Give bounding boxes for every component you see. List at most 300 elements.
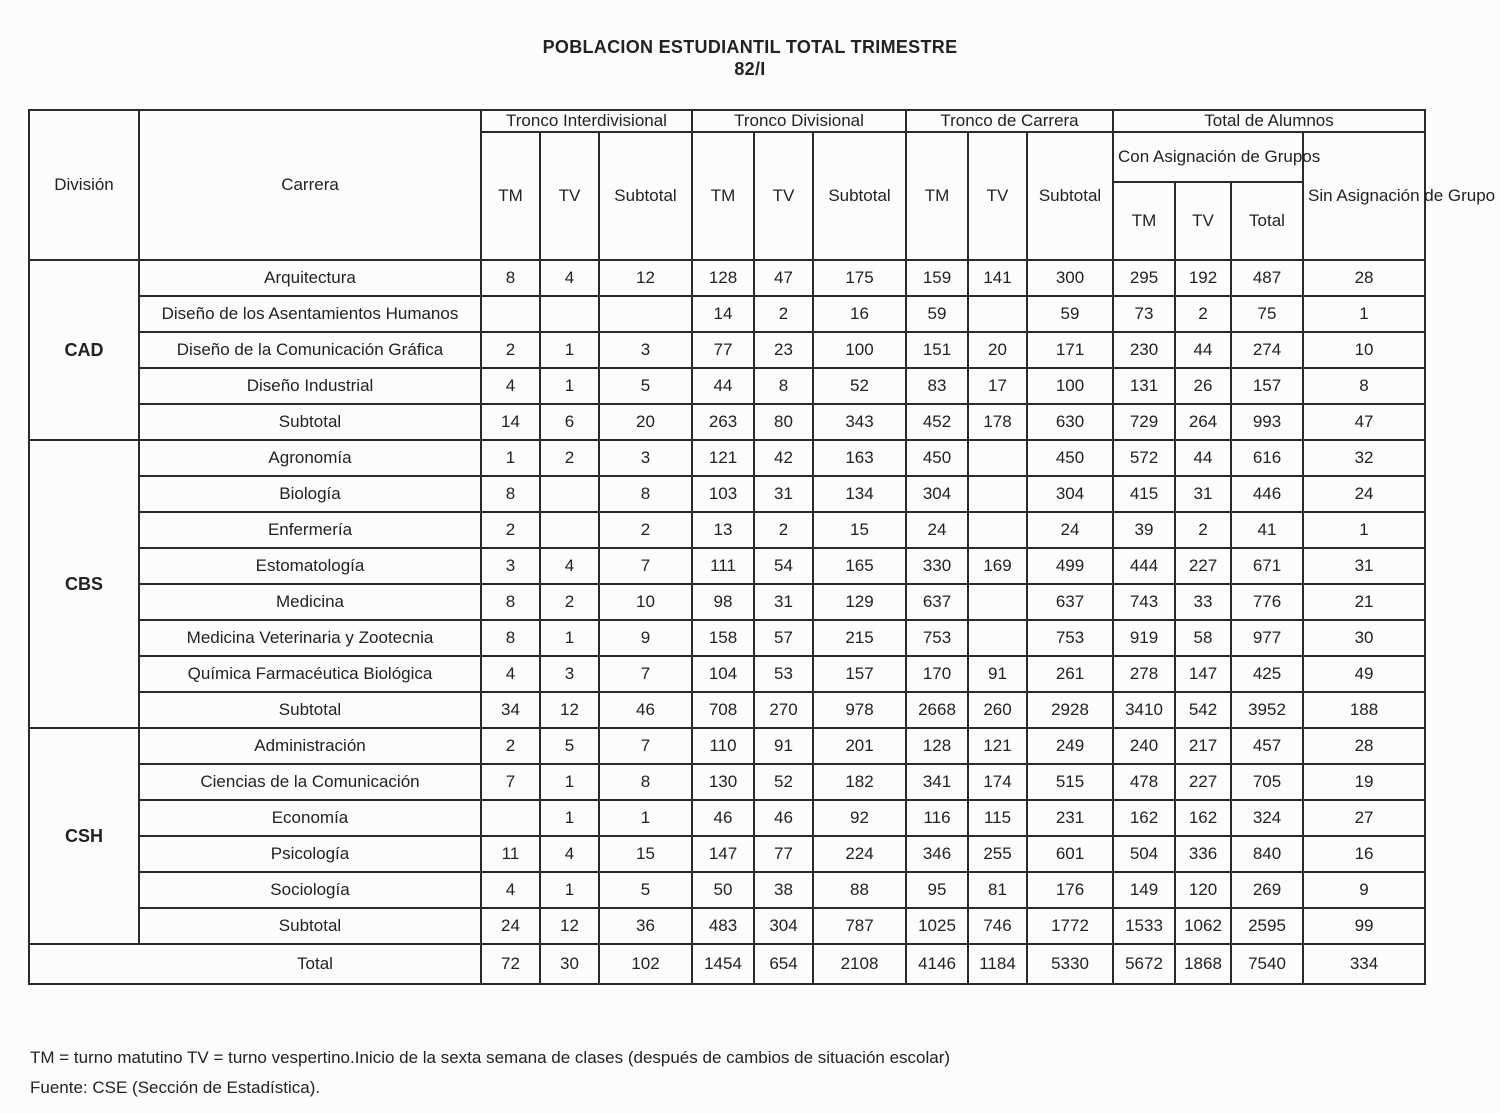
value-cell: 31	[754, 584, 813, 620]
carrera-cell: Diseño Industrial	[139, 368, 481, 404]
header-ta-tv: TV	[1175, 182, 1231, 260]
value-cell: 26	[1175, 368, 1231, 404]
value-cell: 100	[813, 332, 906, 368]
value-cell: 12	[599, 260, 692, 296]
value-cell: 2	[1175, 296, 1231, 332]
value-cell: 121	[692, 440, 754, 476]
value-cell: 141	[968, 260, 1027, 296]
header-tronco-divisional: Tronco Divisional	[692, 110, 906, 132]
value-cell: 151	[906, 332, 968, 368]
carrera-cell: Química Farmacéutica Biológica	[139, 656, 481, 692]
value-cell: 77	[692, 332, 754, 368]
value-cell: 174	[968, 764, 1027, 800]
value-cell: 162	[1175, 800, 1231, 836]
value-cell: 59	[1027, 296, 1113, 332]
value-cell: 743	[1113, 584, 1175, 620]
value-cell: 38	[754, 872, 813, 908]
value-cell: 1025	[906, 908, 968, 944]
value-cell: 300	[1027, 260, 1113, 296]
value-cell: 450	[1027, 440, 1113, 476]
header-ta-total: Total	[1231, 182, 1303, 260]
value-cell: 8	[481, 584, 540, 620]
value-cell: 73	[1113, 296, 1175, 332]
value-cell	[968, 620, 1027, 656]
table-row	[29, 872, 1425, 908]
value-cell: 8	[481, 620, 540, 656]
value-cell: 162	[1113, 800, 1175, 836]
value-cell: 34	[481, 692, 540, 728]
value-cell	[968, 476, 1027, 512]
value-cell: 450	[906, 440, 968, 476]
header-ti-subtotal: Subtotal	[599, 132, 692, 260]
value-cell: 249	[1027, 728, 1113, 764]
value-cell: 269	[1231, 872, 1303, 908]
header-division: División	[29, 110, 139, 260]
value-cell: 5	[599, 368, 692, 404]
division-cell: CAD	[29, 260, 139, 440]
header-ti-tv: TV	[540, 132, 599, 260]
value-cell: 178	[968, 404, 1027, 440]
value-cell: 261	[1027, 656, 1113, 692]
value-cell: 2	[1175, 512, 1231, 548]
value-cell: 47	[1303, 404, 1425, 440]
value-cell: 41	[1231, 512, 1303, 548]
value-cell: 2595	[1231, 908, 1303, 944]
value-cell: 36	[599, 908, 692, 944]
value-cell: 4	[540, 836, 599, 872]
value-cell: 27	[1303, 800, 1425, 836]
value-cell: 31	[1303, 548, 1425, 584]
value-cell: 21	[1303, 584, 1425, 620]
value-cell: 46	[754, 800, 813, 836]
table-row	[29, 548, 1425, 584]
value-cell: 304	[906, 476, 968, 512]
division-cell: CSH	[29, 728, 139, 944]
value-cell: 1	[540, 872, 599, 908]
value-cell: 28	[1303, 728, 1425, 764]
value-cell: 44	[1175, 440, 1231, 476]
value-cell: 75	[1231, 296, 1303, 332]
value-cell: 77	[754, 836, 813, 872]
value-cell: 182	[813, 764, 906, 800]
value-cell: 14	[481, 404, 540, 440]
value-cell: 100	[1027, 368, 1113, 404]
value-cell: 4	[481, 872, 540, 908]
value-cell: 630	[1027, 404, 1113, 440]
value-cell: 92	[813, 800, 906, 836]
value-cell: 1	[1303, 296, 1425, 332]
subtotal-row	[29, 692, 1425, 728]
carrera-cell: Subtotal	[139, 692, 481, 728]
value-cell: 304	[1027, 476, 1113, 512]
value-cell: 176	[1027, 872, 1113, 908]
value-cell: 487	[1231, 260, 1303, 296]
value-cell: 4	[481, 368, 540, 404]
header-ta-tm: TM	[1113, 182, 1175, 260]
table-header	[29, 110, 1496, 260]
value-cell: 9	[1303, 872, 1425, 908]
value-cell: 1	[540, 620, 599, 656]
value-cell: 54	[754, 548, 813, 584]
header-con-asignacion: Con Asignación de Grupos	[1113, 132, 1303, 182]
footer-legend: TM = turno matutino TV = turno vespertino.Inicio de la sexta semana de clases (después de cambios de situación escolar)	[30, 1048, 951, 1067]
value-cell: 729	[1113, 404, 1175, 440]
value-cell: 104	[692, 656, 754, 692]
value-cell	[481, 800, 540, 836]
carrera-cell: Arquitectura	[139, 260, 481, 296]
value-cell: 7	[599, 548, 692, 584]
value-cell: 264	[1175, 404, 1231, 440]
value-cell: 31	[754, 476, 813, 512]
carrera-cell: Administración	[139, 728, 481, 764]
value-cell: 227	[1175, 764, 1231, 800]
value-cell: 121	[968, 728, 1027, 764]
header-ti-tm: TM	[481, 132, 540, 260]
value-cell: 24	[906, 512, 968, 548]
value-cell: 12	[540, 692, 599, 728]
value-cell: 2	[481, 332, 540, 368]
value-cell: 103	[692, 476, 754, 512]
division-cell: CBS	[29, 440, 139, 728]
table-row	[29, 728, 1425, 764]
value-cell: 52	[813, 368, 906, 404]
carrera-cell: Enfermería	[139, 512, 481, 548]
value-cell: 3	[540, 656, 599, 692]
value-cell: 295	[1113, 260, 1175, 296]
value-cell: 616	[1231, 440, 1303, 476]
value-cell: 255	[968, 836, 1027, 872]
value-cell: 840	[1231, 836, 1303, 872]
value-cell: 746	[968, 908, 1027, 944]
value-cell: 452	[906, 404, 968, 440]
value-cell: 260	[968, 692, 1027, 728]
total-value-cell: 2108	[813, 944, 906, 984]
value-cell: 776	[1231, 584, 1303, 620]
total-value-cell: 4146	[906, 944, 968, 984]
value-cell: 278	[1113, 656, 1175, 692]
value-cell: 8	[481, 476, 540, 512]
value-cell: 19	[1303, 764, 1425, 800]
value-cell	[540, 512, 599, 548]
value-cell: 80	[754, 404, 813, 440]
value-cell: 169	[968, 548, 1027, 584]
total-row	[29, 944, 1425, 984]
table-row	[29, 764, 1425, 800]
value-cell: 346	[906, 836, 968, 872]
value-cell: 147	[1175, 656, 1231, 692]
value-cell: 1	[1303, 512, 1425, 548]
table-row	[29, 368, 1425, 404]
value-cell: 81	[968, 872, 1027, 908]
header-tc-tv: TV	[968, 132, 1027, 260]
value-cell: 99	[1303, 908, 1425, 944]
value-cell	[599, 296, 692, 332]
value-cell: 705	[1231, 764, 1303, 800]
value-cell: 10	[1303, 332, 1425, 368]
value-cell: 157	[813, 656, 906, 692]
subtotal-row	[29, 908, 1425, 944]
carrera-cell: Biología	[139, 476, 481, 512]
value-cell: 1	[540, 800, 599, 836]
value-cell: 59	[906, 296, 968, 332]
value-cell: 1062	[1175, 908, 1231, 944]
value-cell: 131	[1113, 368, 1175, 404]
title-line-1: POBLACION ESTUDIANTIL TOTAL TRIMESTRE	[542, 37, 958, 57]
value-cell: 2	[540, 584, 599, 620]
carrera-cell: Medicina	[139, 584, 481, 620]
carrera-cell: Sociología	[139, 872, 481, 908]
subtotal-row	[29, 404, 1425, 440]
value-cell: 1772	[1027, 908, 1113, 944]
value-cell: 572	[1113, 440, 1175, 476]
value-cell	[968, 440, 1027, 476]
value-cell: 53	[754, 656, 813, 692]
value-cell: 17	[968, 368, 1027, 404]
value-cell: 425	[1231, 656, 1303, 692]
value-cell: 23	[754, 332, 813, 368]
value-cell: 478	[1113, 764, 1175, 800]
value-cell: 52	[754, 764, 813, 800]
value-cell: 149	[1113, 872, 1175, 908]
value-cell: 30	[1303, 620, 1425, 656]
value-cell: 415	[1113, 476, 1175, 512]
value-cell: 1	[599, 800, 692, 836]
carrera-cell: Ciencias de la Comunicación	[139, 764, 481, 800]
value-cell: 163	[813, 440, 906, 476]
value-cell: 20	[599, 404, 692, 440]
value-cell: 1	[540, 764, 599, 800]
value-cell: 115	[968, 800, 1027, 836]
value-cell: 483	[692, 908, 754, 944]
table-row	[29, 296, 1425, 332]
value-cell: 4	[540, 548, 599, 584]
title-line-2: 82/I	[734, 59, 766, 79]
value-cell: 2	[754, 296, 813, 332]
value-cell: 4	[481, 656, 540, 692]
table-row	[29, 440, 1425, 476]
value-cell: 24	[1303, 476, 1425, 512]
header-tronco-carrera: Tronco de Carrera	[906, 110, 1113, 132]
value-cell: 230	[1113, 332, 1175, 368]
value-cell: 39	[1113, 512, 1175, 548]
value-cell: 227	[1175, 548, 1231, 584]
value-cell: 504	[1113, 836, 1175, 872]
table-row	[29, 656, 1425, 692]
value-cell: 5	[540, 728, 599, 764]
table-row	[29, 584, 1425, 620]
value-cell: 330	[906, 548, 968, 584]
value-cell: 919	[1113, 620, 1175, 656]
value-cell: 708	[692, 692, 754, 728]
value-cell: 8	[481, 260, 540, 296]
value-cell	[968, 584, 1027, 620]
value-cell: 129	[813, 584, 906, 620]
value-cell	[968, 512, 1027, 548]
header-sin-asignacion: Sin Asignación de Grupo	[1303, 132, 1425, 260]
value-cell: 57	[754, 620, 813, 656]
value-cell: 7	[599, 728, 692, 764]
value-cell: 24	[1027, 512, 1113, 548]
value-cell: 2	[481, 512, 540, 548]
value-cell: 158	[692, 620, 754, 656]
value-cell: 8	[599, 764, 692, 800]
carrera-cell: Medicina Veterinaria y Zootecnia	[139, 620, 481, 656]
carrera-cell: Psicología	[139, 836, 481, 872]
value-cell: 444	[1113, 548, 1175, 584]
value-cell: 16	[1303, 836, 1425, 872]
header-tc-tm: TM	[906, 132, 968, 260]
value-cell: 515	[1027, 764, 1113, 800]
value-cell: 44	[1175, 332, 1231, 368]
total-value-cell: 1868	[1175, 944, 1231, 984]
value-cell: 88	[813, 872, 906, 908]
total-value-cell: 7540	[1231, 944, 1303, 984]
value-cell: 542	[1175, 692, 1231, 728]
value-cell: 175	[813, 260, 906, 296]
value-cell: 336	[1175, 836, 1231, 872]
total-value-cell: 5330	[1027, 944, 1113, 984]
total-value-cell: 654	[754, 944, 813, 984]
value-cell: 91	[968, 656, 1027, 692]
value-cell: 130	[692, 764, 754, 800]
value-cell: 15	[813, 512, 906, 548]
table-body	[29, 260, 1425, 984]
value-cell: 192	[1175, 260, 1231, 296]
value-cell: 46	[692, 800, 754, 836]
value-cell: 170	[906, 656, 968, 692]
value-cell: 753	[906, 620, 968, 656]
value-cell: 2	[481, 728, 540, 764]
statistics-table	[28, 109, 1496, 985]
value-cell: 304	[754, 908, 813, 944]
value-cell: 120	[1175, 872, 1231, 908]
value-cell: 446	[1231, 476, 1303, 512]
carrera-cell: Diseño de los Asentamientos Humanos	[139, 296, 481, 332]
value-cell: 58	[1175, 620, 1231, 656]
header-td-subtotal: Subtotal	[813, 132, 906, 260]
header-carrera: Carrera	[139, 110, 481, 260]
value-cell: 134	[813, 476, 906, 512]
value-cell: 217	[1175, 728, 1231, 764]
value-cell: 32	[1303, 440, 1425, 476]
value-cell: 9	[599, 620, 692, 656]
value-cell: 128	[906, 728, 968, 764]
value-cell: 31	[1175, 476, 1231, 512]
value-cell: 33	[1175, 584, 1231, 620]
total-value-cell: 1184	[968, 944, 1027, 984]
total-label: Total	[29, 944, 481, 984]
value-cell: 978	[813, 692, 906, 728]
value-cell: 110	[692, 728, 754, 764]
header-tc-subtotal: Subtotal	[1027, 132, 1113, 260]
value-cell: 343	[813, 404, 906, 440]
value-cell: 240	[1113, 728, 1175, 764]
total-value-cell: 1454	[692, 944, 754, 984]
value-cell: 116	[906, 800, 968, 836]
footer-source: Fuente: CSE (Sección de Estadística).	[30, 1078, 321, 1097]
value-cell: 231	[1027, 800, 1113, 836]
value-cell: 8	[754, 368, 813, 404]
value-cell: 499	[1027, 548, 1113, 584]
header-total-alumnos: Total de Alumnos	[1113, 110, 1425, 132]
value-cell: 2	[599, 512, 692, 548]
value-cell	[540, 296, 599, 332]
document-title	[0, 36, 1500, 80]
value-cell: 457	[1231, 728, 1303, 764]
value-cell: 1	[540, 368, 599, 404]
header-tronco-interdivisional: Tronco Interdivisional	[481, 110, 692, 132]
value-cell: 83	[906, 368, 968, 404]
value-cell: 263	[692, 404, 754, 440]
value-cell	[481, 296, 540, 332]
value-cell: 46	[599, 692, 692, 728]
value-cell: 637	[906, 584, 968, 620]
value-cell: 20	[968, 332, 1027, 368]
value-cell: 16	[813, 296, 906, 332]
value-cell: 270	[754, 692, 813, 728]
value-cell: 977	[1231, 620, 1303, 656]
value-cell	[968, 296, 1027, 332]
value-cell: 14	[692, 296, 754, 332]
value-cell: 6	[540, 404, 599, 440]
table-row	[29, 620, 1425, 656]
carrera-cell: Estomatología	[139, 548, 481, 584]
value-cell: 787	[813, 908, 906, 944]
value-cell: 3	[599, 440, 692, 476]
value-cell: 159	[906, 260, 968, 296]
value-cell: 2928	[1027, 692, 1113, 728]
value-cell: 1	[540, 332, 599, 368]
value-cell: 157	[1231, 368, 1303, 404]
table-row	[29, 260, 1425, 296]
carrera-cell: Economía	[139, 800, 481, 836]
footer-notes	[30, 1043, 950, 1103]
value-cell: 324	[1231, 800, 1303, 836]
value-cell: 15	[599, 836, 692, 872]
total-value-cell: 30	[540, 944, 599, 984]
value-cell: 95	[906, 872, 968, 908]
value-cell: 671	[1231, 548, 1303, 584]
value-cell: 601	[1027, 836, 1113, 872]
value-cell: 188	[1303, 692, 1425, 728]
value-cell: 171	[1027, 332, 1113, 368]
value-cell: 7	[481, 764, 540, 800]
value-cell: 10	[599, 584, 692, 620]
value-cell: 50	[692, 872, 754, 908]
value-cell: 7	[599, 656, 692, 692]
value-cell: 12	[540, 908, 599, 944]
header-td-tm: TM	[692, 132, 754, 260]
value-cell: 224	[813, 836, 906, 872]
header-td-tv: TV	[754, 132, 813, 260]
value-cell: 165	[813, 548, 906, 584]
value-cell: 3952	[1231, 692, 1303, 728]
carrera-cell: Subtotal	[139, 908, 481, 944]
table-row	[29, 476, 1425, 512]
value-cell: 128	[692, 260, 754, 296]
value-cell: 8	[599, 476, 692, 512]
value-cell: 28	[1303, 260, 1425, 296]
value-cell: 3410	[1113, 692, 1175, 728]
value-cell: 3	[481, 548, 540, 584]
value-cell: 2	[754, 512, 813, 548]
carrera-cell: Subtotal	[139, 404, 481, 440]
value-cell: 637	[1027, 584, 1113, 620]
value-cell: 13	[692, 512, 754, 548]
value-cell: 42	[754, 440, 813, 476]
carrera-cell: Agronomía	[139, 440, 481, 476]
value-cell: 215	[813, 620, 906, 656]
